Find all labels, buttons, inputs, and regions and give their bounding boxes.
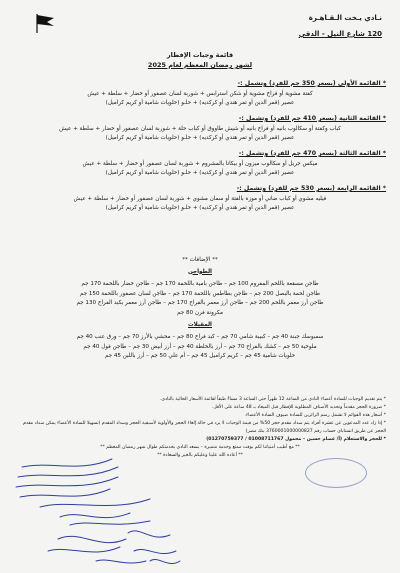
menu-heading: * القائمة الأولى (بسعر 350 جم للفرد) وتشمل :- (237, 80, 386, 87)
tawajen-line: طاجن مسقعة باللحم المفروم 100 جم – طاجن بامية باللحمة 170 جم – طاجن خضار باللحمة 170 جم (81, 281, 319, 288)
club-name: نـادي يـخت الـقـاهـرة (308, 14, 382, 22)
menu-list (14, 80, 386, 220)
menu-heading: * القائمة الثانية (بسعر 410 جم للفرد) وتشمل :- (238, 115, 386, 122)
menu-2 (14, 115, 386, 143)
menu-line: كفتة مشوية أو فراخ مشوية أو شكن استرابس + شوربة لسان عصفور أو خضار + سلطة + عيش (87, 91, 313, 97)
note-line: * إذا زاد عدد المدعوين عن عشرة أفراد يتم سداد مقدم حجز 50% من قيمة الوجبات لا يرد في حالة إلغاء الحجز والأولوية لأسبقية الحجز وسداد المقدم (تسهيلا للسادة الأعضاء يمكن سداد مقدم الحجز عن طريق انستاباي حساب رقم 3760001000000827 بنك مصر) (23, 421, 386, 434)
extras-heading: ** الإضافات ** (182, 257, 218, 263)
muqabbilat-heading: المقبلات (188, 321, 212, 328)
menu-line: ميكس جريل أو سكالوب ميزون أو بيكاتا بالمشروم + شوربة لسان عصفور أو خضار + سلطة + عيش (82, 161, 318, 167)
muqabbilat-line: سمبوسك جبنة 40 جم – كبيبة شامي 70 جم – كبد فراخ 80 جم – محشي بالأرز 70 جم – ورق عنب 40 جم (76, 334, 324, 341)
muqabbilat-line: حلويات شامية 45 جم – كريم كراميل 45 جم – أم علي 50 جم – أرز باللبن 45 جم (104, 353, 296, 360)
tawajen-line: مكرونة فرن 80 جم (177, 309, 223, 316)
tawajen-line: طاجن أرز معمر باللحم 200 جم – طاجن أرز معمر بالفراخ 170 جم – طاجن أرز معمر بكبد الفراخ 130 جم (76, 300, 324, 307)
menu-line: عصير (قمر الدين أو تمر هندي أو كركديه) + حلـو (حلويات شامية أو كريم كراميل) (105, 170, 295, 176)
note-line: * ضرورة الحجز مقدماً وتحديد الأصناف المطلوبة للإفطار قبل الميعاد بـ 48 ساعة على الأقل. (211, 405, 386, 410)
menu-1 (14, 80, 386, 108)
menu-heading: * القائمة الرابعة (بسعر 530 جم للفرد) وتشمل :- (236, 185, 386, 192)
note-line: * أسعار هذه القوائم لا تشمل رسم الزائرين للسادة ضيوف السادة الأعضاء. (244, 413, 386, 418)
handwritten-signature (0, 455, 250, 573)
note-line: ** مع أطيب أمنياتنا لكم بوقت ممتع وخدمة متميزة – يسعد النادي بخدمتكم طوال شهر رمضان المعظم ** (100, 445, 300, 450)
menu-line: عصير (قمر الدين أو تمر هندي أو كركديه) + حلـو (حلويات شامية أو كريم كراميل) (105, 135, 295, 141)
title-line-2: لشهر رمضان المعظم لعام 2025 (147, 61, 253, 69)
note-line: * يتم تقديم الوجبات للسادة أعضاء النادي من الساعة 12 ظهراً حتى الساعة 3 مساءً طبقاً لقائمة الأسعار الحالية بالنادي. (159, 397, 386, 402)
muqabbilat-line: ملوخية 50 جم – كشك بالفراخ 70 جم – أرز بالخلطة 40 جم – أرز أبيض 30 جم – طاجن فول 40 جم (83, 343, 317, 350)
club-address: 120 شارع النيل - الدقي (298, 30, 382, 38)
menu-heading: * القائمة الثالثة (بسعر 470 جم للفرد) وتشمل :- (238, 150, 386, 157)
menu-line: عصير (قمر الدين أو تمر هندي أو كركديه) + حلـو (حلويات شامية أو كريم كراميل) (105, 205, 295, 211)
club-header (299, 14, 382, 38)
club-flag-icon (34, 12, 56, 34)
document-title (0, 50, 400, 70)
note-line: * للحجز والاستعلام (أ/ عصام حسين – محمول 01008711767 / 01270759377) (206, 437, 386, 442)
menu-3 (14, 150, 386, 178)
title-line-1: قائمة وجبات الإفطار (166, 51, 234, 59)
menu-line: كباب وكفتة أو سكالوب بانيه أو فراخ بانيه أو شيش طاووق أو كباب حلة + شوربة لسان عصفور أو خضار + سلطة + عيش (59, 126, 341, 132)
menu-4 (14, 185, 386, 213)
tawajen-line: طاجن لحمة بالبصل 200 جم – طاجن بطاطس باللحمة 170 جم – طاجن لسان عصفور باللحمة 150 جم (79, 290, 321, 297)
tawajen-heading: الطواجن (188, 268, 212, 275)
extras-section (20, 256, 380, 362)
notes-section (14, 396, 386, 460)
faint-stamp (305, 458, 367, 488)
menu-line: فيليه مشوي أو كباب ضاني أو موزة بالفتة أو سمان مشوي + شوربة لسان عصفور أو خضار + سلطة + عيش (73, 196, 327, 202)
menu-line: عصير (قمر الدين أو تمر هندي أو كركديه) + حلـو (حلويات شامية أو كريم كراميل) (105, 100, 295, 106)
note-line: ** أعاده الله علينا وعليكم بالخير والسعادة ** (157, 453, 243, 458)
